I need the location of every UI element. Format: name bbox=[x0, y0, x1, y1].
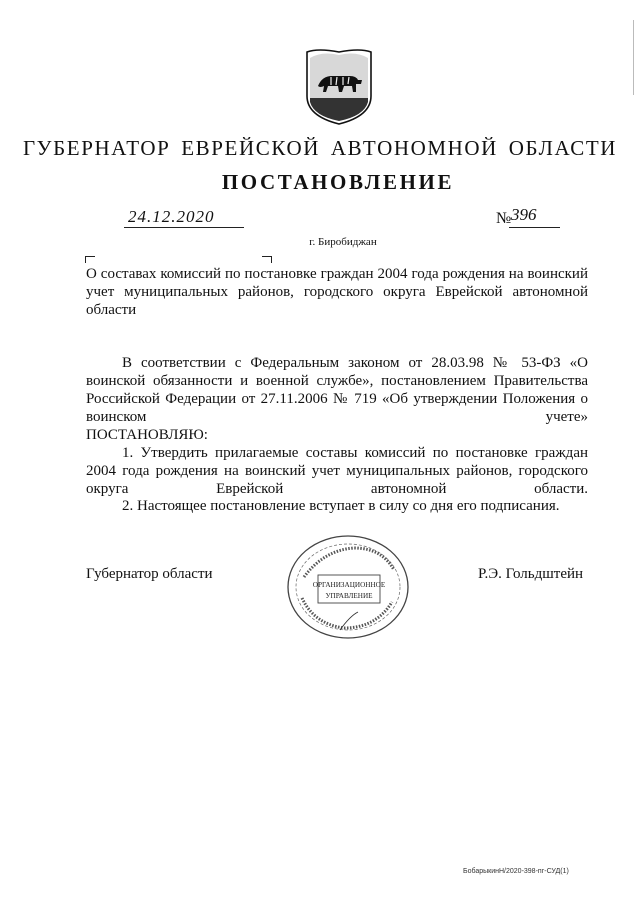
issue-city: г. Биробиджан bbox=[309, 236, 377, 248]
number-underline bbox=[509, 227, 560, 228]
scan-edge-line bbox=[633, 20, 634, 95]
signatory-name: Р.Э. Гольдштейн bbox=[478, 566, 584, 582]
signatory-role: Губернатор области bbox=[86, 566, 213, 582]
decree-word: ПОСТАНОВЛЯЮ: bbox=[86, 427, 208, 443]
decree-item-2: 2. Настоящее постановление вступает в силу со дня его подписания. bbox=[122, 498, 560, 514]
coat-of-arms-emblem bbox=[304, 46, 374, 126]
document-number: 396 bbox=[511, 205, 537, 224]
stamp-text-line-2: УПРАВЛЕНИЕ bbox=[325, 592, 373, 600]
stamp-text-line-1: ОРГАНИЗАЦИОННОЕ bbox=[312, 581, 386, 589]
subject-corner-right bbox=[262, 256, 272, 263]
issuer-title: ГУБЕРНАТОР ЕВРЕЙСКОЙ АВТОНОМНОЙ ОБЛАСТИ bbox=[22, 136, 618, 160]
subject-corner-left bbox=[85, 256, 95, 263]
document-date: 24.12.2020 bbox=[128, 207, 215, 226]
preamble-paragraph: В соответствии с Федеральным законом от 28.03.98 № 53-ФЗ «О воинской обязанности и военной службе», постановлением Правительства Российской Федерации от 27.11.2006 № 719 «Об утверждении Положения о воинском учете» bbox=[86, 355, 588, 425]
date-underline bbox=[124, 227, 244, 228]
number-sign: № bbox=[496, 210, 512, 227]
document-type-title: ПОСТАНОВЛЕНИЕ bbox=[221, 170, 455, 194]
decree-item-1: 1. Утвердить прилагаемые составы комиссий по постановке граждан 2004 года рождения на воинский учет муниципальных районов, городского округа Еврейской автономной области. bbox=[86, 445, 588, 497]
official-stamp bbox=[284, 532, 412, 642]
document-subject: О составах комиссий по постановке граждан 2004 года рождения на воинский учет муниципальных районов, городского округа Еврейской автономной области bbox=[86, 266, 588, 318]
footer-reference: БобарыкинН/2020-398-пг-СУД(1) bbox=[463, 868, 569, 875]
